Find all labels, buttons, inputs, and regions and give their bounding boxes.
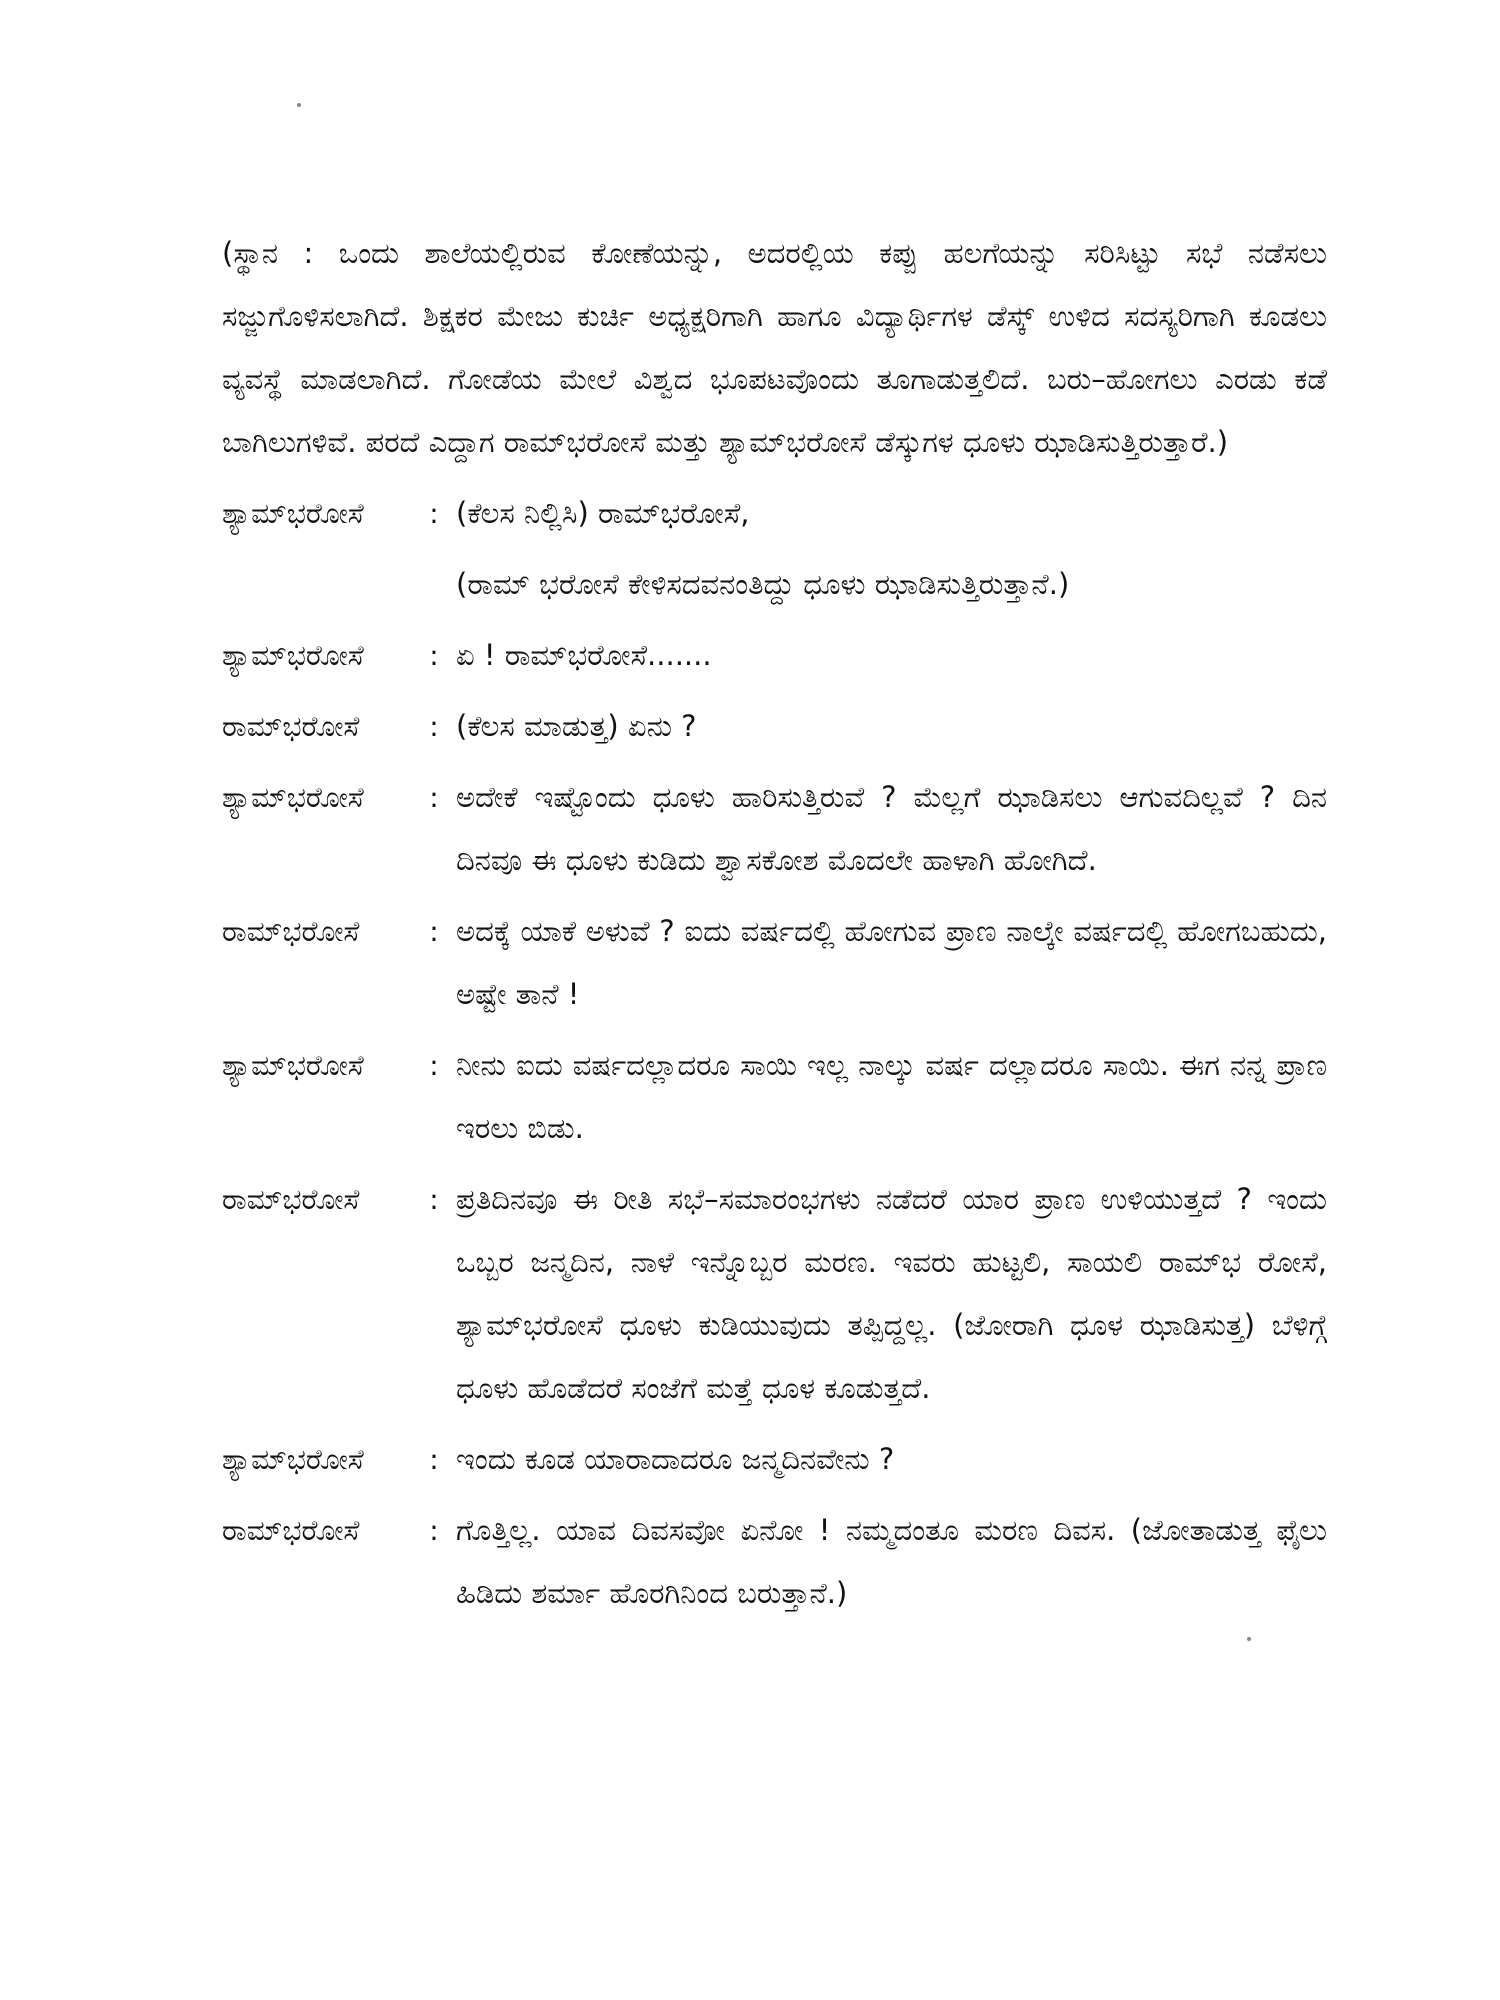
dialogue-text: ಗೊತ್ತಿಲ್ಲ. ಯಾವ ದಿವಸವೋ ಏನೋ ! ನಮ್ಮದಂತೂ ಮರಣ ದಿವಸ. (ಜೋತಾಡುತ್ತ ಫೈಲು ಹಿಡಿದು ಶರ್ಮಾ ಹೊರಗಿನಿಂದ ಬರುತ್ತಾನೆ.): [456, 1513, 1327, 1610]
dialogue-line: [222, 1428, 1327, 1491]
dialogue-line: [222, 695, 1327, 758]
speaker-name: ರಾಮ್‌ಭರೋಸೆ: [222, 1514, 360, 1547]
speaker-name: ರಾಮ್‌ಭರೋಸೆ: [222, 1183, 360, 1216]
dialogue-text: (ಕೆಲಸ ನಿಲ್ಲಿಸಿ) ರಾಮ್‌ಭರೋಸೆ,: [456, 496, 750, 530]
dialogue-text: ನೀನು ಐದು ವರ್ಷದಲ್ಲಾದರೂ ಸಾಯಿ ಇಲ್ಲ ನಾಲ್ಕು ವರ್ಷ ದಲ್ಲಾದರೂ ಸಾಯಿ. ಈಗ ನನ್ನ ಪ್ರಾಣ ಇರಲು ಬಿಡು.: [456, 1048, 1327, 1145]
dialogue-text: ಅದಕ್ಕೆ ಯಾಕೆ ಅಳುವೆ ? ಐದು ವರ್ಷದಲ್ಲಿ ಹೋಗುವ ಪ್ರಾಣ ನಾಲ್ಕೇ ವರ್ಷದಲ್ಲಿ ಹೋಗಬಹುದು, ಅಷ್ಟೇ ತಾನೆ !: [456, 914, 1327, 1011]
dialogue-text: (ಕೆಲಸ ಮಾಡುತ್ತ) ಏನು ?: [456, 709, 697, 743]
scan-speck: [1247, 1637, 1251, 1641]
dialogue-line: [222, 900, 1327, 1026]
dialogue-line: [222, 766, 1327, 892]
speaker-name: ಶ್ಯಾಮ್‌ಭರೋಸೆ: [222, 639, 364, 672]
speaker-colon: :: [429, 639, 439, 672]
dialogue-line: [222, 1499, 1327, 1625]
speaker-colon: :: [429, 1443, 439, 1476]
play-script: [222, 222, 1327, 1625]
dialogue-text: ಅದೇಕೆ ಇಷ್ಟೊಂದು ಧೂಳು ಹಾರಿಸುತ್ತಿರುವೆ ? ಮೆಲ್ಲಗೆ ಝಾಡಿಸಲು ಆಗುವದಿಲ್ಲವೆ ? ದಿನ ದಿನವೂ ಈ ಧೂಳು ಕುಡಿದು ಶ್ವಾಸಕೋಶ ಮೊದಲೇ ಹಾಳಾಗಿ ಹೋಗಿದೆ.: [456, 780, 1327, 877]
dialogue-text: ಏ ! ರಾಮ್‌ಭರೋಸೆ.......: [456, 638, 712, 672]
dialogue-line: [222, 482, 1327, 545]
speaker-name: ಶ್ಯಾಮ್‌ಭರೋಸೆ: [222, 1443, 364, 1476]
dialogue-line: [222, 1034, 1327, 1160]
speaker-colon: :: [429, 1183, 439, 1216]
speaker-name: ರಾಮ್‌ಭರೋಸೆ: [222, 915, 360, 948]
speaker-colon: :: [429, 1049, 439, 1082]
stage-direction: (ಸ್ಥಾನ : ಒಂದು ಶಾಲೆಯಲ್ಲಿರುವ ಕೋಣೆಯನ್ನು, ಅದರಲ್ಲಿಯ ಕಪ್ಪು ಹಲಗೆಯನ್ನು ಸರಿಸಿಟ್ಟು ಸಭೆ ನಡೆಸಲು ಸಜ್ಜುಗೊಳಿಸಲಾಗಿದೆ. ಶಿಕ್ಷಕರ ಮೇಜು ಕುರ್ಚಿ ಅಧ್ಯಕ್ಷರಿಗಾಗಿ ಹಾಗೂ ವಿದ್ಯಾರ್ಥಿಗಳ ಡೆಸ್ಕ್ ಉಳಿದ ಸದಸ್ಯರಿಗಾಗಿ ಕೂಡಲು ವ್ಯವಸ್ಥೆ ಮಾಡಲಾಗಿದೆ. ಗೋಡೆಯ ಮೇಲೆ ವಿಶ್ವದ ಭೂಪಟವೊಂದು ತೂಗಾಡುತ್ತಲಿದೆ. ಬರು–ಹೋಗಲು ಎರಡು ಕಡೆ ಬಾಗಿಲುಗಳಿವೆ. ಪರದೆ ಎದ್ದಾಗ ರಾಮ್‌ಭರೋಸೆ ಮತ್ತು ಶ್ಯಾಮ್‌ಭರೋಸೆ ಡೆಸ್ಕುಗಳ ಧೂಳು ಝಾಡಿಸುತ್ತಿರುತ್ತಾರೆ.): [222, 236, 1327, 459]
speaker-colon: :: [429, 1514, 439, 1547]
dialogue-line: [222, 1168, 1327, 1420]
dialogue-text: ಪ್ರತಿದಿನವೂ ಈ ರೀತಿ ಸಭೆ–ಸಮಾರಂಭಗಳು ನಡೆದರೆ ಯಾರ ಪ್ರಾಣ ಉಳಿಯುತ್ತದೆ ? ಇಂದು ಒಬ್ಬರ ಜನ್ಮದಿನ, ನಾಳೆ ಇನ್ನೊಬ್ಬರ ಮರಣ. ಇವರು ಹುಟ್ಟಲಿ, ಸಾಯಲಿ ರಾಮ್‌ಭ ರೋಸೆ, ಶ್ಯಾಮ್‌ಭರೋಸೆ ಧೂಳು ಕುಡಿಯುವುದು ತಪ್ಪಿದ್ದಲ್ಲ. (ಜೋರಾಗಿ ಧೂಳ ಝಾಡಿಸುತ್ತ) ಬೆಳಿಗ್ಗೆ ಧೂಳು ಹೊಡೆದರೆ ಸಂಜೆಗೆ ಮತ್ತೆ ಧೂಳ ಕೂಡುತ್ತದೆ.: [456, 1182, 1327, 1405]
speaker-colon: :: [429, 915, 439, 948]
speaker-name: ಶ್ಯಾಮ್‌ಭರೋಸೆ: [222, 497, 364, 530]
speaker-colon: :: [429, 710, 439, 743]
dialogue-line: [222, 624, 1327, 687]
speaker-name: ಶ್ಯಾಮ್‌ಭರೋಸೆ: [222, 1049, 364, 1082]
scan-speck: [297, 103, 301, 107]
speaker-name: ಶ್ಯಾಮ್‌ಭರೋಸೆ: [222, 781, 364, 814]
speaker-colon: :: [429, 781, 439, 814]
dialogue-text: ಇಂದು ಕೂಡ ಯಾರಾದಾದರೂ ಜನ್ಮದಿನವೇನು ?: [456, 1442, 895, 1476]
stage-aside: (ರಾಮ್ ಭರೋಸೆ ಕೇಳಿಸದವನಂತಿದ್ದು ಧೂಳು ಝಾಡಿಸುತ್ತಿರುತ್ತಾನೆ.): [456, 567, 1070, 601]
speaker-name: ರಾಮ್‌ಭರೋಸೆ: [222, 710, 360, 743]
speaker-colon: :: [429, 497, 439, 530]
